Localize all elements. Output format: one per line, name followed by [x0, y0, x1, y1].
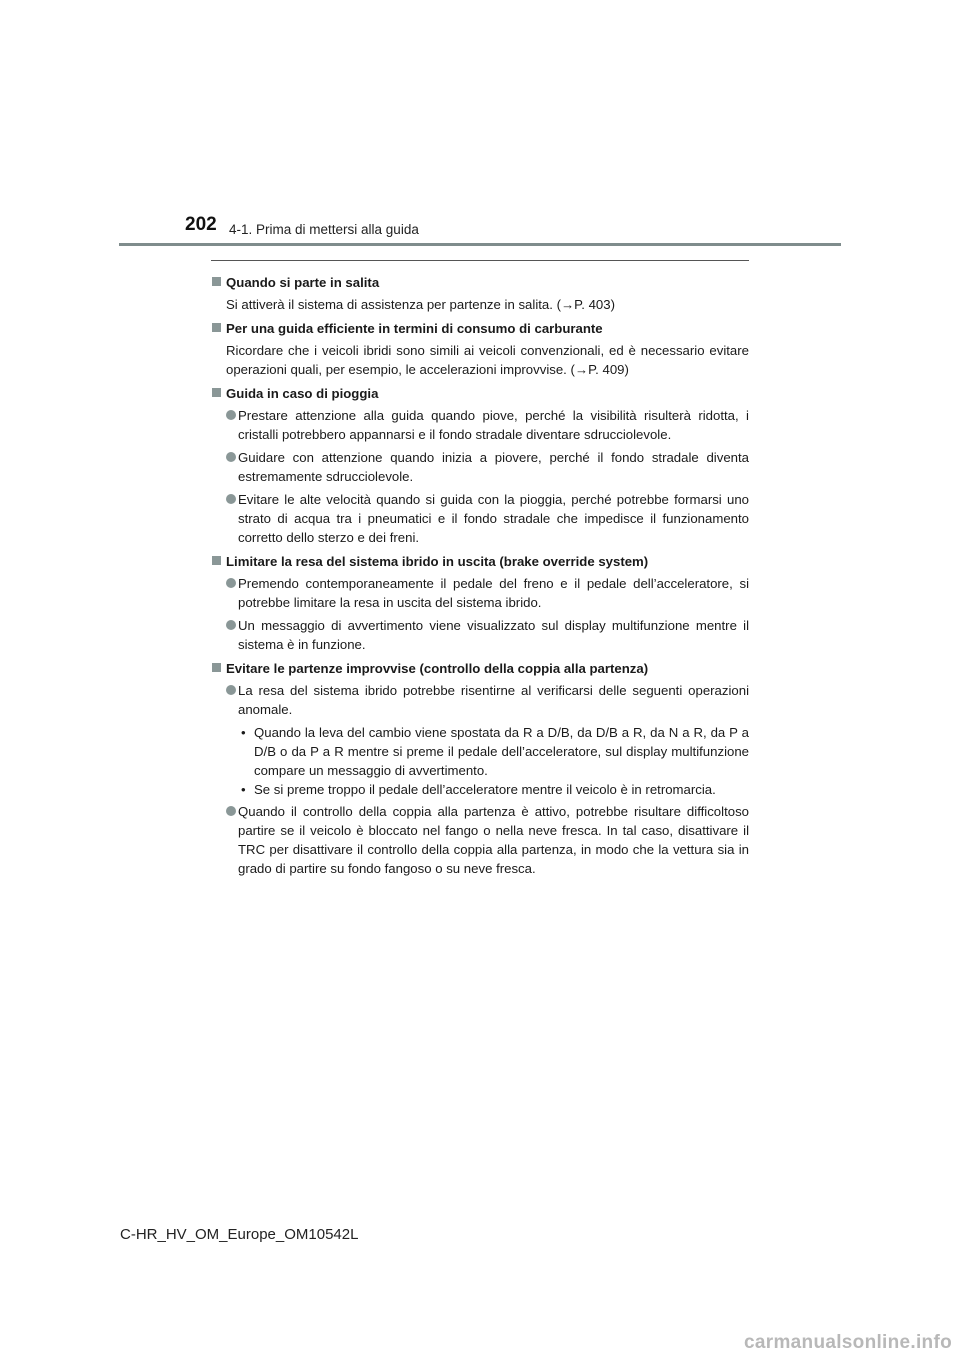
list-item: [211, 448, 749, 486]
square-bullet-icon: [212, 388, 221, 397]
square-bullet-icon: [212, 663, 221, 672]
sub-list-item: [211, 723, 749, 780]
circle-bullet-icon: [226, 620, 236, 630]
list-item: [211, 490, 749, 547]
section-heading: [211, 384, 749, 403]
sub-bullet-marker: •: [241, 782, 246, 797]
list-item-text: Guidare con attenzione quando inizia a piovere, perché il fondo stradale diventa estremamente sdrucciolevole.: [238, 450, 749, 484]
section-heading: [211, 659, 749, 678]
square-bullet-icon: [212, 556, 221, 565]
sub-list-item-text: Quando la leva del cambio viene spostata da R a D/B, da D/B a R, da N a R, da P a D/B o da P a R mentre si preme il pedale dell’acceleratore, sul display multifunzione compare un messaggio di avvertimento.: [254, 725, 749, 778]
top-rule: [211, 260, 749, 261]
sub-bullet-marker: •: [241, 725, 246, 740]
watermark: carmanualsonline.info: [744, 1332, 952, 1353]
section-paragraph: Ricordare che i veicoli ibridi sono simili ai veicoli convenzionali, ed è necessario evitare operazioni quali, per esempio, le accelerazioni improvvise. (→P. 409): [226, 343, 749, 377]
list-item-text: Prestare attenzione alla guida quando piove, perché la visibilità risulterà ridotta, i cristalli potrebbero appannarsi e il fondo stradale diventare sdrucciolevole.: [238, 408, 749, 442]
square-bullet-icon: [212, 323, 221, 332]
footer-doc-code: C-HR_HV_OM_Europe_OM10542L: [120, 1226, 359, 1243]
circle-bullet-icon: [226, 806, 236, 816]
section-title: 4-1. Prima di mettersi alla guida: [229, 222, 419, 237]
list-item: [211, 802, 749, 878]
sub-list-item-text: Se si preme troppo il pedale dell’acceleratore mentre il veicolo è in retromarcia.: [254, 782, 716, 797]
heading-text: Guida in caso di pioggia: [226, 386, 379, 401]
page-number: 202: [185, 214, 217, 235]
section-paragraph: Si attiverà il sistema di assistenza per partenze in salita. (→P. 403): [226, 297, 615, 312]
heading-text: Per una guida efficiente in termini di consumo di carburante: [226, 321, 603, 336]
sub-list-item: [211, 780, 749, 799]
page-content: [211, 268, 749, 882]
section-heading: [211, 552, 749, 571]
list-item-text: La resa del sistema ibrido potrebbe risentirne al verificarsi delle seguenti operazioni anomale.: [238, 683, 749, 717]
list-item-text: Premendo contemporaneamente il pedale del freno e il pedale dell’acceleratore, si potrebbe limitare la resa in uscita del sistema ibrido.: [238, 576, 749, 610]
circle-bullet-icon: [226, 410, 236, 420]
list-item: [211, 574, 749, 612]
square-bullet-icon: [212, 277, 221, 286]
section-heading: [211, 319, 749, 338]
circle-bullet-icon: [226, 494, 236, 504]
list-item: [211, 681, 749, 719]
list-item: [211, 616, 749, 654]
heading-text: Quando si parte in salita: [226, 275, 380, 290]
list-item-text: Un messaggio di avvertimento viene visualizzato sul display multifunzione mentre il sistema è in funzione.: [238, 618, 749, 652]
heading-text: Limitare la resa del sistema ibrido in uscita (brake override system): [226, 554, 649, 569]
list-item: [211, 406, 749, 444]
header-rule: [119, 243, 841, 246]
list-item-text: Evitare le alte velocità quando si guida con la pioggia, perché potrebbe formarsi uno strato di acqua tra i pneumatici e il fondo stradale che impedisce il funzionamento corretto dello sterzo e dei freni.: [238, 492, 749, 545]
circle-bullet-icon: [226, 452, 236, 462]
heading-text: Evitare le partenze improvvise (controllo della coppia alla partenza): [226, 661, 649, 676]
section-heading: [211, 273, 749, 292]
circle-bullet-icon: [226, 685, 236, 695]
circle-bullet-icon: [226, 578, 236, 588]
list-item-text: Quando il controllo della coppia alla partenza è attivo, potrebbe risultare difficoltoso partire se il veicolo è bloccato nel fango o nella neve fresca. In tal caso, disattivare il TRC per disattivare il controllo della coppia alla partenza, in modo che la vettura sia in grado di partire su fondo fangoso o su neve fresca.: [238, 804, 749, 876]
